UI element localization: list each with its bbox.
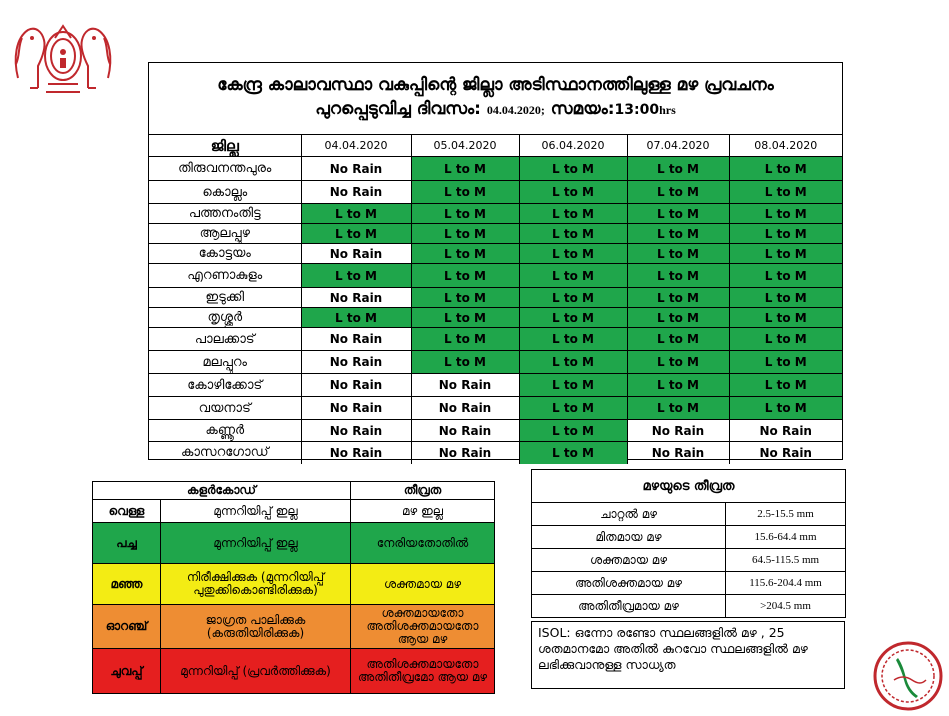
forecast-cell: No Rain [729, 442, 842, 464]
forecast-cell: No Rain [301, 288, 411, 308]
forecast-cell: L to M [411, 351, 519, 374]
legend-col2-header: തീവ്രത [351, 482, 495, 500]
rain-intensity-panel [531, 469, 845, 618]
district-header: ജില്ല [149, 135, 301, 157]
district-name: കണ്ണൂർ [149, 420, 301, 442]
forecast-row [149, 397, 842, 420]
forecast-cell: L to M [729, 157, 842, 181]
forecast-cell: L to M [301, 264, 411, 288]
forecast-cell: No Rain [411, 420, 519, 442]
forecast-title-box [149, 63, 842, 135]
time-label: സമയം: [550, 99, 615, 119]
forecast-cell: L to M [519, 288, 627, 308]
legend-color-name: ഓറഞ്ച് [93, 605, 161, 649]
intensity-row [532, 526, 846, 549]
legend-color-name: മഞ്ഞ [93, 564, 161, 605]
district-name: പാലക്കാട് [149, 328, 301, 351]
legend-intensity: അതിശക്തമായതോ അതിതീവ്രമോ ആയ മഴ [351, 649, 495, 694]
forecast-cell: L to M [627, 264, 729, 288]
forecast-cell: L to M [519, 244, 627, 264]
forecast-cell: L to M [519, 308, 627, 328]
forecast-cell: L to M [627, 288, 729, 308]
forecast-cell: L to M [627, 157, 729, 181]
forecast-cell: L to M [627, 374, 729, 397]
district-name: വയനാട് [149, 397, 301, 420]
forecast-row [149, 328, 842, 351]
forecast-cell: L to M [411, 308, 519, 328]
forecast-cell: L to M [301, 224, 411, 244]
forecast-cell: No Rain [301, 244, 411, 264]
legend-row-green [93, 523, 495, 564]
forecast-cell: L to M [729, 264, 842, 288]
forecast-cell: L to M [627, 224, 729, 244]
legend-intensity: ശക്തമായ മഴ [351, 564, 495, 605]
intensity-row [532, 549, 846, 572]
forecast-cell: L to M [301, 204, 411, 224]
legend-meaning: ജാഗ്രത പാലിക്കുക (കരുതിയിരിക്കുക) [161, 605, 351, 649]
forecast-cell: L to M [729, 328, 842, 351]
intensity-row [532, 595, 846, 618]
forecast-cell: L to M [729, 374, 842, 397]
forecast-row [149, 308, 842, 328]
issued-label: പുറപ്പെടുവിച്ച ദിവസം: [315, 99, 481, 119]
legend-color-name: വെള്ള [93, 500, 161, 523]
forecast-cell: L to M [411, 244, 519, 264]
forecast-cell: L to M [519, 224, 627, 244]
district-name: എറണാകുളം [149, 264, 301, 288]
forecast-cell: L to M [729, 288, 842, 308]
forecast-cell: L to M [411, 157, 519, 181]
forecast-cell: L to M [301, 308, 411, 328]
intensity-range: 115.6-204.4 mm [726, 572, 846, 595]
legend-color-name: ചുവപ്പ് [93, 649, 161, 694]
intensity-header: മഴയുടെ തീവ്രത [532, 470, 846, 503]
forecast-cell: L to M [729, 224, 842, 244]
forecast-cell: L to M [729, 351, 842, 374]
district-name: പത്തനംതിട്ട [149, 204, 301, 224]
forecast-row [149, 288, 842, 308]
color-code-legend [92, 481, 494, 694]
district-name: കാസറഗോഡ് [149, 442, 301, 464]
forecast-row [149, 157, 842, 181]
legend-color-name: പച്ച [93, 523, 161, 564]
forecast-cell: L to M [729, 181, 842, 204]
forecast-cell: L to M [519, 264, 627, 288]
legend-intensity: നേരിയതോതിൽ [351, 523, 495, 564]
forecast-cell: L to M [519, 204, 627, 224]
forecast-cell: No Rain [411, 397, 519, 420]
district-name: കോഴിക്കോട് [149, 374, 301, 397]
forecast-cell: No Rain [301, 397, 411, 420]
intensity-row [532, 503, 846, 526]
district-name: ആലപ്പുഴ [149, 224, 301, 244]
forecast-cell: L to M [411, 224, 519, 244]
district-name: കൊല്ലം [149, 181, 301, 204]
issued-info [149, 99, 842, 119]
forecast-cell: No Rain [301, 442, 411, 464]
forecast-cell: No Rain [627, 420, 729, 442]
intensity-range: 2.5-15.5 mm [726, 503, 846, 526]
forecast-title: കേന്ദ്ര കാലാവസ്ഥാ വകുപ്പിന്റെ ജില്ലാ അടിസ്ഥാനത്തിലുള്ള മഴ പ്രവചനം [217, 75, 774, 95]
forecast-cell: L to M [411, 204, 519, 224]
time-unit: hrs [659, 103, 676, 117]
forecast-cell: No Rain [301, 157, 411, 181]
date-header: 07.04.2020 [627, 135, 729, 157]
forecast-cell: L to M [729, 244, 842, 264]
district-name: മലപ്പുറം [149, 351, 301, 374]
forecast-panel [148, 62, 843, 460]
intensity-range: >204.5 mm [726, 595, 846, 618]
forecast-cell: L to M [627, 328, 729, 351]
forecast-cell: L to M [627, 397, 729, 420]
district-name: തിരുവനന്തപുരം [149, 157, 301, 181]
forecast-cell: L to M [627, 204, 729, 224]
forecast-cell: L to M [519, 181, 627, 204]
legend-col1-header: കളർകോഡ് [93, 482, 351, 500]
intensity-row [532, 572, 846, 595]
forecast-header-row [149, 135, 842, 157]
legend-meaning: നിരീക്ഷിക്കുക (മുന്നറിയിപ്പ് പുതുക്കികൊണ്ടിരിക്കുക) [161, 564, 351, 605]
date-header: 08.04.2020 [729, 135, 842, 157]
intensity-label: ശക്തമായ മഴ [532, 549, 726, 572]
date-header: 04.04.2020 [301, 135, 411, 157]
legend-header-row [93, 482, 495, 500]
forecast-cell: L to M [519, 442, 627, 464]
forecast-cell: L to M [627, 351, 729, 374]
forecast-row [149, 442, 842, 464]
forecast-cell: No Rain [301, 181, 411, 204]
forecast-row [149, 420, 842, 442]
legend-meaning: മുന്നറിയിപ്പ് ഇല്ല [161, 523, 351, 564]
intensity-label: മിതമായ മഴ [532, 526, 726, 549]
forecast-cell: No Rain [411, 374, 519, 397]
forecast-cell: L to M [729, 397, 842, 420]
forecast-row [149, 374, 842, 397]
forecast-cell: No Rain [301, 374, 411, 397]
date-header: 05.04.2020 [411, 135, 519, 157]
intensity-table [531, 469, 846, 618]
forecast-cell: No Rain [729, 420, 842, 442]
forecast-cell: L to M [519, 397, 627, 420]
forecast-cell: L to M [519, 420, 627, 442]
legend-table [92, 481, 495, 694]
forecast-cell: L to M [411, 288, 519, 308]
forecast-cell: L to M [729, 308, 842, 328]
forecast-row [149, 224, 842, 244]
forecast-row [149, 181, 842, 204]
legend-row-orange [93, 605, 495, 649]
forecast-cell: No Rain [301, 420, 411, 442]
intensity-label: അതിശക്തമായ മഴ [532, 572, 726, 595]
date-header: 06.04.2020 [519, 135, 627, 157]
forecast-cell: L to M [411, 328, 519, 351]
isol-note: ISOL: ഒന്നോ രണ്ടോ സ്ഥലങ്ങളിൽ മഴ , 25 ശതമാനമോ അതിൽ കുറവോ സ്ഥലങ്ങളിൽ മഴ ലഭിക്കുവാനുള്ള സാധ്യത [531, 621, 845, 689]
forecast-row [149, 244, 842, 264]
intensity-header-row [532, 470, 846, 503]
forecast-cell: L to M [627, 244, 729, 264]
forecast-table [149, 135, 842, 464]
forecast-cell: L to M [729, 204, 842, 224]
legend-row-red [93, 649, 495, 694]
intensity-label: ചാറ്റൽ മഴ [532, 503, 726, 526]
district-name: കോട്ടയം [149, 244, 301, 264]
legend-row-yellow [93, 564, 495, 605]
kerala-emblem-logo [8, 8, 118, 100]
forecast-row [149, 351, 842, 374]
time-value: 13:00 [614, 102, 660, 118]
forecast-row [149, 264, 842, 288]
legend-row-white [93, 500, 495, 523]
forecast-cell: L to M [519, 374, 627, 397]
intensity-label: അതിതീവ്രമായ മഴ [532, 595, 726, 618]
forecast-cell: No Rain [301, 351, 411, 374]
forecast-cell: L to M [519, 328, 627, 351]
legend-meaning: മുന്നറിയിപ്പ് (പ്രവർത്തിക്കുക) [161, 649, 351, 694]
forecast-cell: L to M [411, 264, 519, 288]
district-name: തൃശ്ശൂർ [149, 308, 301, 328]
forecast-row [149, 204, 842, 224]
forecast-cell: No Rain [627, 442, 729, 464]
forecast-cell: L to M [627, 308, 729, 328]
forecast-cell: L to M [519, 351, 627, 374]
intensity-range: 15.6-64.4 mm [726, 526, 846, 549]
forecast-cell: L to M [411, 181, 519, 204]
forecast-cell: L to M [627, 181, 729, 204]
forecast-cell: L to M [519, 157, 627, 181]
district-name: ഇടുക്കി [149, 288, 301, 308]
intensity-range: 64.5-115.5 mm [726, 549, 846, 572]
issued-date: 04.04.2020; [486, 103, 545, 117]
forecast-cell: No Rain [411, 442, 519, 464]
legend-meaning: മുന്നറിയിപ്പ് ഇല്ല [161, 500, 351, 523]
legend-intensity: ശക്തമായതോ അതിശക്തമായതോ ആയ മഴ [351, 605, 495, 649]
forecast-cell: No Rain [301, 328, 411, 351]
disaster-management-logo [872, 640, 944, 712]
legend-intensity: മഴ ഇല്ല [351, 500, 495, 523]
